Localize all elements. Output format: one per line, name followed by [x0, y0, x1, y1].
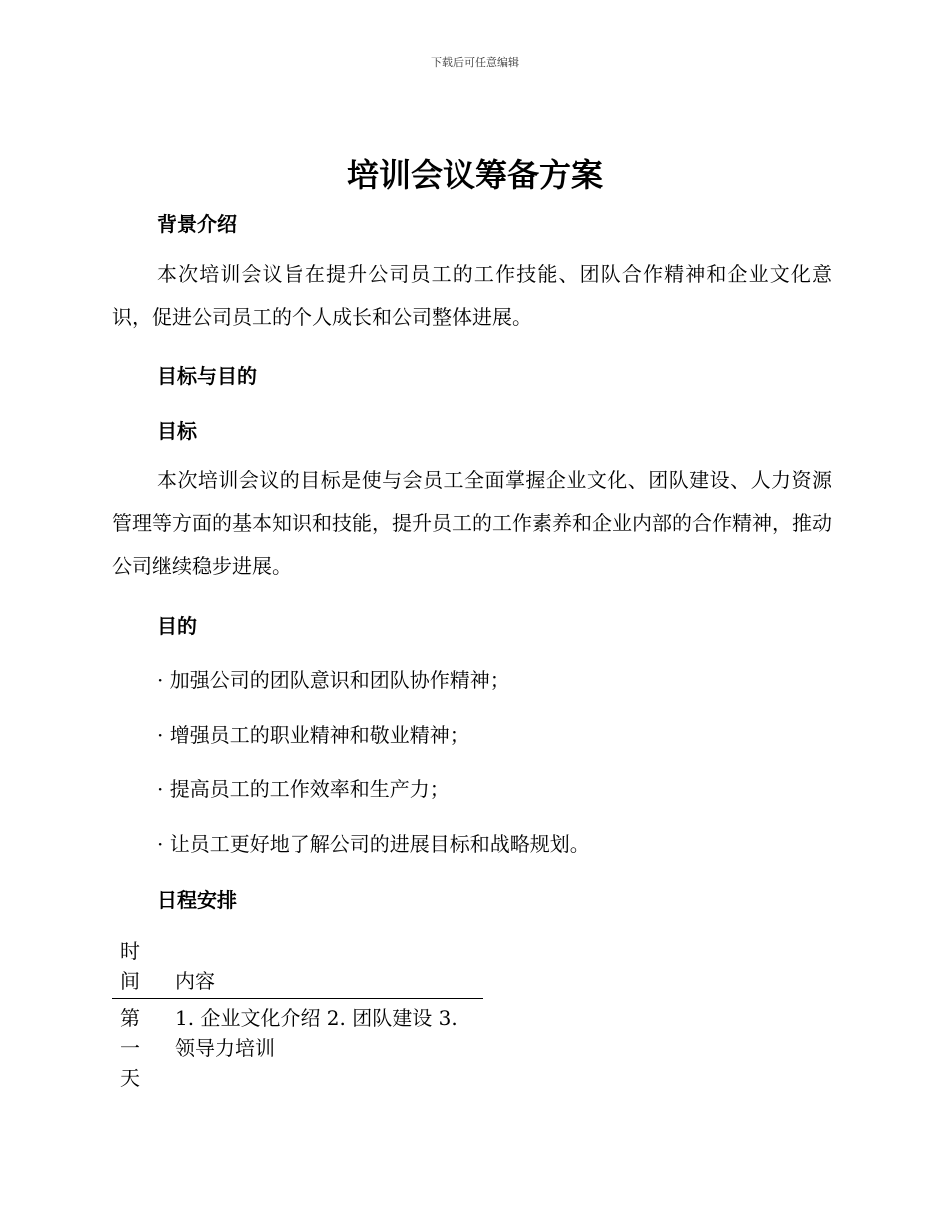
schedule-table: [112, 936, 483, 1093]
target-paragraph: 本次培训会议的目标是使与会员工全面掌握企业文化、团队建设、人力资源管理等方面的基本知识和技能，提升员工的工作素养和企业内部的合作精神，推动公司继续稳步进展。: [112, 468, 832, 578]
section-heading-purpose: 目的: [157, 614, 197, 638]
section-heading-background: 背景介绍: [157, 212, 237, 236]
background-paragraph: 本次培训会议旨在提升公司员工的工作技能、团队合作精神和企业文化意识，促进公司员工的个人成长和公司整体进展。: [112, 262, 832, 329]
table-cell-content: 1. 企业文化介绍 2. 团队建设 3. 领导力培训: [175, 1006, 458, 1060]
table-row: [112, 999, 483, 1094]
table-header-row: [112, 936, 483, 999]
table-header-content: 内容: [175, 936, 483, 999]
section-heading-goals: 目标与目的: [157, 364, 257, 388]
document-title: 培训会议筹备方案: [346, 156, 603, 194]
purpose-list-item: · 让员工更好地了解公司的进展目标和战略规划。: [157, 832, 590, 856]
section-heading-schedule: 日程安排: [157, 888, 237, 912]
purpose-list-item: · 增强员工的职业精神和敬业精神；: [157, 723, 470, 747]
purpose-list-item: · 提高员工的工作效率和生产力；: [157, 777, 450, 801]
table-cell-time: 第一天: [120, 1006, 140, 1090]
table-header-time: 时间: [112, 936, 175, 999]
section-heading-target: 目标: [157, 419, 197, 443]
page-header-note: 下载后可任意编辑: [431, 56, 519, 69]
purpose-list-item: · 加强公司的团队意识和团队协作精神；: [157, 668, 510, 692]
